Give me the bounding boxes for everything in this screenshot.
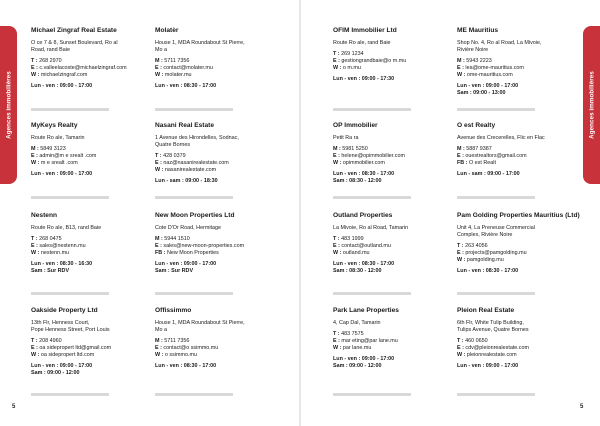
contact-value: 269 1234 [339,50,364,57]
side-tab-left [0,26,17,184]
agency-address [333,320,457,327]
agency-card [155,212,279,275]
address-line: 1 Avenue des Hirondelles, Sodnac, [155,134,239,141]
contact-line [333,146,457,153]
agency-address [457,320,581,334]
contact-label: W : [155,351,164,358]
page-gutter [299,0,301,426]
contact-value: oa sidepropert ltd.com [39,351,95,358]
contact-label: W : [457,256,466,263]
contact-label: T : [31,337,38,344]
agency-name: Offissimmo [155,307,192,314]
agency-hours [155,363,279,370]
agency-hours [31,83,155,90]
address-line: Mo a [155,46,167,53]
contact-label: W : [155,71,164,78]
contact-label: T : [457,337,464,344]
contact-line [31,153,155,160]
contact-value: outland.mu [341,249,370,256]
agency-contacts [333,51,457,72]
contact-value: o ssimmo.mu [163,351,197,358]
contact-label: E : [31,152,38,159]
agency-address [457,225,581,239]
hours-line: Lun - ven : 09:00 - 17:30 [333,75,395,82]
agency-contacts [333,236,457,257]
hours-line: Lun - ven : 09:00 - 17:00 [155,260,217,267]
contact-label: T : [31,235,38,242]
contact-label: E : [457,344,464,351]
contact-value: New Moon Properties [165,249,219,256]
divider-rule [333,292,411,295]
divider-rule [333,196,411,199]
contact-value: O est Realt [467,159,496,166]
agency-hours [333,356,457,370]
agency-card [457,122,581,178]
address-line: Complex, Rivière Noire [457,231,513,238]
contact-value: 483 7575 [339,330,364,337]
contact-line [155,58,279,65]
agency-name: Outland Properties [333,212,393,219]
agency-card [31,212,155,275]
address-line: Rivière Noire [457,46,489,53]
contact-line [333,331,457,338]
contact-label: E : [155,242,162,249]
agency-address [333,40,457,47]
address-line: Route Ro ale, B13, rand Baie [31,224,102,231]
agency-hours [31,261,155,275]
agency-hours [31,363,155,377]
contact-value: projects@pamgolding.mu [463,249,527,256]
contact-line [31,236,155,243]
contact-line [457,243,581,250]
contact-value: 5981 5250 [340,145,368,152]
contact-label: E : [333,337,340,344]
contact-value: opimmobilier.com [341,159,385,166]
contact-label: W : [333,159,342,166]
hours-line: Lun - ven : 09:00 - 17:00 [457,362,519,369]
contact-value: michaelzingraf.com [39,71,88,78]
divider-rule [457,292,535,295]
agency-hours [333,171,457,185]
contact-label: E : [457,152,464,159]
side-tab-label: Agences immobilières [5,71,12,139]
contact-value: 208 4960 [37,337,62,344]
contact-value: admin@m e srealt .com [37,152,97,159]
contact-label: T : [333,50,340,57]
contact-line [31,160,155,167]
contact-label: M : [155,235,163,242]
agency-name: Nestenn [31,212,58,219]
divider-rule [457,108,535,111]
agency-contacts [333,146,457,167]
hours-line: Lun - ven : 09:00 - 17:00 [333,355,395,362]
contact-label: M : [155,57,163,64]
agency-name: OFIM Immobilier Ltd [333,27,397,34]
contact-value: c.valleelacoste@michaelzingraf.com [37,64,127,71]
contact-label: M : [333,145,341,152]
contact-line [155,236,279,243]
contact-line [457,146,581,153]
contact-line [333,65,457,72]
agency-address [31,135,155,142]
contact-line [457,160,581,167]
address-line: Ο ce 7 & 8, Sunset Boulevard, Ro al [31,39,118,46]
contact-line [31,352,155,359]
agency-card [155,307,279,370]
agency-address [155,225,279,232]
divider-rule [31,292,109,295]
contact-value: molater.mu [163,71,192,78]
agency-contacts [155,338,279,359]
hours-line: Lun - sam : 09:00 - 17:00 [457,170,520,177]
contact-label: T : [457,242,464,249]
agency-card [457,307,581,370]
address-line: Petit Ra ra [333,134,359,141]
contact-value: 5944 1510 [162,235,190,242]
contact-label: W : [31,351,40,358]
agency-contacts [457,243,581,264]
hours-line: Lun - ven : 08:30 - 17:00 [457,267,519,274]
agency-hours [155,83,279,90]
contact-value: gestiongrandbaie@o m.mu [339,57,407,64]
contact-label: W : [333,249,342,256]
agency-hours [333,261,457,275]
address-line: House 1, MDA Roundabout St Pierre, [155,39,245,46]
contact-label: T : [333,235,340,242]
contact-value: nestenn.mu [39,249,70,256]
agency-address [155,320,279,334]
contact-value: 5887 9387 [464,145,492,152]
agency-name: Oakside Property Ltd [31,307,98,314]
agency-address [457,40,581,54]
contact-line [31,146,155,153]
contact-value: lea@ome-mauritius.com [463,64,524,71]
contact-label: E : [457,249,464,256]
hours-line: Lun - ven : 08:30 - 17:00 [333,260,395,267]
contact-label: E : [31,64,38,71]
agency-name: Michael Zingraf Real Estate [31,27,117,34]
contact-value: o m.mu [341,64,361,71]
contact-value: 5943 2223 [464,57,492,64]
contact-value: 268 2970 [37,57,62,64]
agency-card [31,307,155,377]
contact-line [457,58,581,65]
divider-rule [31,393,109,396]
agency-contacts [457,58,581,79]
contact-line [333,160,457,167]
contact-value: 5711 7356 [162,337,190,344]
agency-card [155,27,279,90]
agency-card [457,212,581,275]
address-line: House 1, MDA Roundabout St Pierre, [155,319,245,326]
contact-value: contact@outland.mu [339,242,391,249]
hours-line: Lun - ven : 08:30 - 17:00 [155,82,217,89]
contact-label: E : [155,159,162,166]
agency-contacts [155,236,279,257]
agency-name: Pleion Real Estate [457,307,515,314]
agency-hours [457,171,581,178]
contact-label: W : [457,71,466,78]
contact-line [457,72,581,79]
agency-contacts [457,146,581,167]
hours-line: Sam : 08:30 - 12:00 [333,267,382,274]
hours-line: Lun - ven : 08:30 - 16:30 [31,260,93,267]
agency-contacts [333,331,457,352]
contact-line [31,243,155,250]
contact-label: M : [155,337,163,344]
contact-label: W : [31,249,40,256]
contact-line [31,338,155,345]
contact-line [333,153,457,160]
agency-contacts [31,338,155,359]
address-line: 6th Flr, White Tulip Building, [457,319,524,326]
contact-value: 5711 7356 [162,57,190,64]
contact-line [333,243,457,250]
page-number-left: 5 [12,404,16,410]
contact-value: 460 0650 [463,337,488,344]
agency-address [333,135,457,142]
hours-line: Lun - ven : 09:00 - 17:00 [457,82,519,89]
contact-label: E : [457,64,464,71]
divider-rule [31,108,109,111]
contact-label: M : [31,145,39,152]
contact-line [31,345,155,352]
agency-name: Park Lane Properties [333,307,399,314]
contact-line [155,243,279,250]
contact-label: W : [31,71,40,78]
divider-rule [457,196,535,199]
contact-line [333,236,457,243]
contact-value: naz@nasanirealestate.com [161,159,229,166]
contact-value: oa sidepropert ltd@gmail.com [37,344,112,351]
contact-value: contact@molater.mu [161,64,213,71]
agency-address [31,320,155,334]
contact-value: sales@new-moon-properties.com [161,242,245,249]
contact-label: M : [457,57,465,64]
contact-label: W : [333,64,342,71]
contact-value: ome-mauritius.com [465,71,513,78]
agency-hours [457,83,581,97]
hours-line: Sam : Sur RDV [31,267,70,274]
contact-label: E : [333,242,340,249]
contact-value: 263 4056 [463,242,488,249]
address-line: Unit 4, La Preneuse Commercial [457,224,535,231]
address-line: Mo a [155,326,167,333]
contact-label: E : [31,242,38,249]
address-line: Route Ro ale, rand Baie [333,39,391,46]
contact-value: par lane.mu [341,344,372,351]
divider-rule [155,196,233,199]
contact-line [155,65,279,72]
divider-rule [31,196,109,199]
contact-line [333,345,457,352]
contact-line [155,345,279,352]
agency-contacts [31,236,155,257]
address-line: Pope Henness Street, Port Louis [31,326,110,333]
contact-line [31,72,155,79]
address-line: La Mivoie, Ro al Road, Tamarin [333,224,409,231]
contact-line [155,153,279,160]
agency-card [31,27,155,90]
hours-line: Lun - ven : 09:00 - 17:00 [31,362,93,369]
contact-value: 483 1999 [339,235,364,242]
contact-value: sales@nestenn.mu [37,242,86,249]
contact-label: W : [457,351,466,358]
agency-name: Nasani Real Estate [155,122,215,129]
contact-value: 268 0475 [37,235,62,242]
address-line: Road, rand Baie [31,46,70,53]
contact-label: E : [333,152,340,159]
agency-address [457,135,581,142]
agency-card [31,122,155,178]
hours-line: Sam : 09:00 - 12:00 [31,369,80,376]
contact-value: helene@opimmobilier.com [339,152,405,159]
address-line: 13th Flr, Henness Court, [31,319,90,326]
contact-value: mar eting@par lane.mu [339,337,398,344]
side-tab-right [583,26,600,184]
contact-label: T : [333,330,340,337]
contact-line [31,58,155,65]
hours-line: Sam : 09:00 - 12:00 [333,362,382,369]
agency-name: ME Mauritius [457,27,499,34]
side-tab-label: Agences immobilières [588,71,595,139]
contact-line [155,167,279,174]
contact-label: FB : [457,159,468,166]
agency-hours [333,76,457,83]
hours-line: Sam : 08:30 - 12:00 [333,177,382,184]
contact-value: pleionrealestate.com [465,351,517,358]
contact-value: pamgolding.mu [465,256,504,263]
contact-line [457,153,581,160]
contact-label: W : [333,344,342,351]
contact-value: cdv@pleionrealestate.com [463,344,529,351]
contact-value: nasanirealestate.com [163,166,217,173]
agency-card [457,27,581,97]
contact-line [457,345,581,352]
hours-line: Lun - ven : 08:30 - 17:00 [333,170,395,177]
contact-line [155,160,279,167]
contact-label: M : [457,145,465,152]
agency-hours [31,171,155,178]
contact-value: 5849 3123 [38,145,66,152]
contact-line [155,250,279,257]
address-line: Shop No. 4, Ro al Road, La Mivoie, [457,39,542,46]
agency-contacts [155,58,279,79]
address-line: Avenue des Crecerelles, Flic en Flac [457,134,545,141]
hours-line: Lun - ven : 09:00 - 17:00 [31,82,93,89]
divider-rule [155,292,233,295]
contact-line [31,250,155,257]
agency-hours [457,363,581,370]
agency-name: MyKeys Realty [31,122,78,129]
contact-line [333,338,457,345]
hours-line: Lun - ven : 09:00 - 17:00 [31,170,93,177]
divider-rule [457,393,535,396]
agency-name: O est Realty [457,122,496,129]
divider-rule [333,393,411,396]
contact-line [457,257,581,264]
agency-address [155,40,279,54]
agency-card [333,27,457,83]
contact-value: contact@o ssimmo.mu [161,344,219,351]
contact-line [155,352,279,359]
agency-name: OP Immobilier [333,122,378,129]
page-number-right: 5 [580,404,584,410]
contact-label: E : [155,64,162,71]
address-line: Tulips Avenue, Quatre Bornes [457,326,529,333]
contact-line [155,338,279,345]
agency-name: New Moon Properties Ltd [155,212,235,219]
contact-line [333,250,457,257]
agency-contacts [457,338,581,359]
address-line: Route Ro ale, Tamarin [31,134,85,141]
contact-value: ouestrealtors@gmail.com [463,152,527,159]
hours-line: Lun - sam : 09:00 - 18:30 [155,177,218,184]
contact-line [457,338,581,345]
address-line: Quatre Bornes [155,141,191,148]
agency-address [31,40,155,54]
contact-label: W : [155,166,164,173]
contact-line [333,58,457,65]
agency-address [31,225,155,232]
agency-contacts [155,153,279,174]
contact-line [457,250,581,257]
agency-name: Pam Golding Properties Mauritius (Ltd) [457,212,580,219]
agency-name: Molatèr [155,27,179,34]
contact-line [31,65,155,72]
contact-label: FB : [155,249,166,256]
contact-line [457,65,581,72]
contact-label: E : [31,344,38,351]
divider-rule [155,393,233,396]
hours-line: Sam : 09:00 - 13:00 [457,89,506,96]
contact-label: T : [155,152,162,159]
agency-address [155,135,279,149]
agency-card [333,307,457,370]
contact-line [155,72,279,79]
contact-label: E : [333,57,340,64]
address-line: 4, Cap Dal, Tamarin [333,319,381,326]
agency-contacts [31,58,155,79]
contact-value: 428 0379 [161,152,186,159]
hours-line: Lun - ven : 08:30 - 17:00 [155,362,217,369]
agency-card [155,122,279,185]
contact-line [457,352,581,359]
divider-rule [155,108,233,111]
contact-label: T : [31,57,38,64]
agency-hours [155,261,279,275]
contact-value: m e srealt .com [39,159,78,166]
agency-hours [457,268,581,275]
agency-contacts [31,146,155,167]
contact-label: E : [155,344,162,351]
agency-hours [155,178,279,185]
address-line: Cote D'Or Road, Hermitage [155,224,222,231]
hours-line: Sam : Sur RDV [155,267,194,274]
contact-label: W : [31,159,40,166]
agency-address [333,225,457,232]
divider-rule [333,108,411,111]
agency-card [333,212,457,275]
agency-card [333,122,457,185]
contact-line [333,51,457,58]
